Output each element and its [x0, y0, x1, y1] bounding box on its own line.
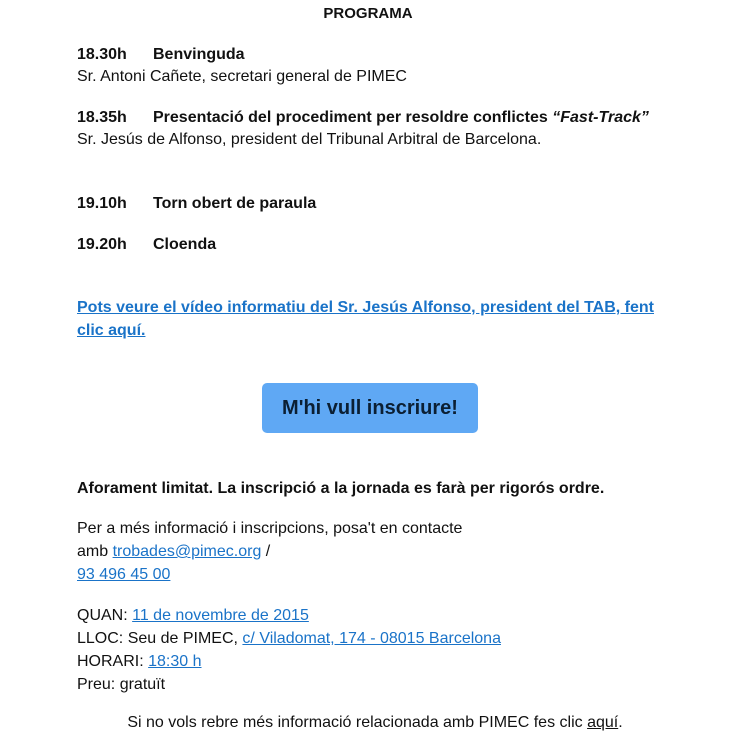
when-link[interactable]: 11 de novembre de 2015 [132, 607, 309, 624]
where-row [77, 627, 501, 650]
agenda-item [77, 193, 657, 215]
program-heading: PROGRAMA [323, 5, 413, 22]
contact-prefix: amb [77, 543, 109, 560]
agenda-item [77, 44, 657, 88]
email-link[interactable]: trobades@pimec.org [112, 543, 262, 560]
agenda-title: Benvinguda [153, 46, 245, 63]
contact-separator: / [265, 543, 271, 560]
agenda-item [77, 107, 657, 151]
time-row [77, 650, 501, 673]
register-button[interactable]: M'hi vull inscriure! [262, 383, 478, 433]
agenda-speaker: Sr. Jesús de Alfonso, president del Tribunal Arbitral de Barcelona. [77, 131, 542, 148]
agenda-title: Torn obert de paraula [153, 195, 317, 212]
time-label: HORARI: [77, 653, 144, 670]
agenda-item [77, 234, 657, 256]
event-details [77, 604, 501, 696]
agenda-title: Presentació del procediment per resoldre conflictes [153, 109, 548, 126]
unsubscribe-footer [0, 712, 750, 734]
video-note [77, 296, 667, 342]
contact-info [77, 517, 637, 586]
footer-text: Si no vols rebre més informació relacionada amb PIMEC fes clic [127, 714, 583, 731]
unsubscribe-link[interactable]: aquí [587, 714, 619, 731]
video-link[interactable]: Pots veure el vídeo informatiu del Sr. Jesús Alfonso, president del TAB, fent clic aquí. [77, 299, 655, 339]
contact-links [77, 540, 637, 563]
agenda-time: 19.10h [77, 195, 127, 212]
phone-link[interactable]: 93 496 45 00 [77, 566, 171, 583]
agenda-time: 18.30h [77, 46, 127, 63]
contact-line: Per a més informació i inscripcions, posa't en contacte [77, 520, 463, 537]
where-link[interactable]: c/ Viladomat, 174 - 08015 Barcelona [242, 630, 501, 647]
capacity-notice: Aforament limitat. La inscripció a la jornada es farà per rigorós ordre. [77, 480, 605, 497]
agenda-speaker: Sr. Antoni Cañete, secretari general de PIMEC [77, 68, 407, 85]
agenda-title: Cloenda [153, 236, 217, 253]
agenda-time: 19.20h [77, 236, 127, 253]
agenda-time: 18.35h [77, 109, 127, 126]
price-row: Preu: gratuït [77, 676, 166, 693]
when-row [77, 604, 501, 627]
where-label: LLOC: Seu de PIMEC, [77, 630, 238, 647]
agenda-title-italic: “Fast-Track” [552, 109, 649, 126]
when-label: QUAN: [77, 607, 128, 624]
time-link[interactable]: 18:30 h [148, 653, 202, 670]
footer-end: . [618, 714, 623, 731]
